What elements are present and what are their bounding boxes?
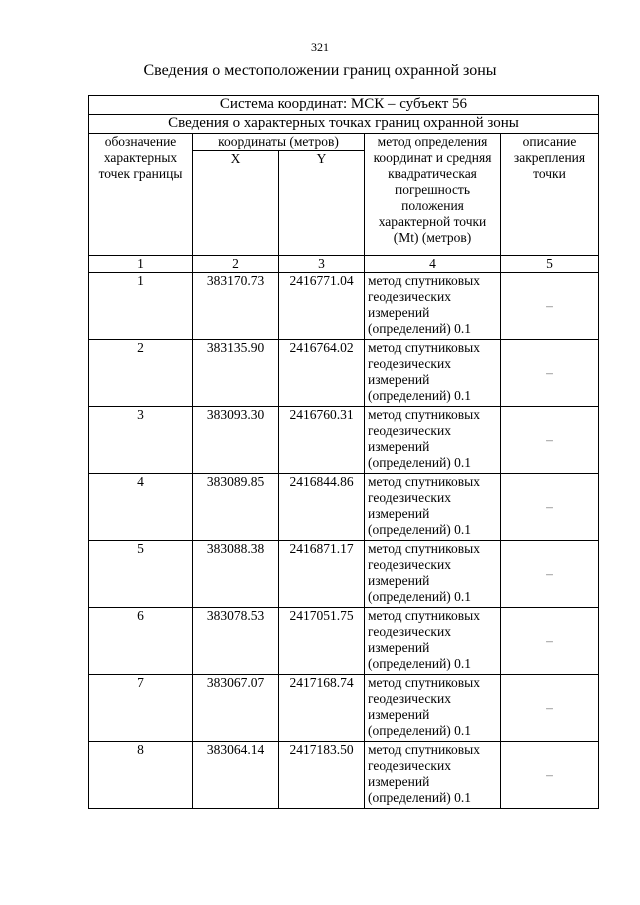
y-coordinate-cell: 2417051.75 xyxy=(279,608,365,675)
table-row xyxy=(89,541,599,608)
point-cell: 7 xyxy=(89,675,193,742)
method-cell: метод спутниковых геодезических измерений (определений) 0.1 xyxy=(365,742,501,809)
method-cell: метод спутниковых геодезических измерений (определений) 0.1 xyxy=(365,675,501,742)
description-cell: – xyxy=(501,407,599,474)
method-cell: метод спутниковых геодезических измерений (определений) 0.1 xyxy=(365,273,501,340)
column-number: 4 xyxy=(365,256,501,273)
column-number-row xyxy=(89,256,599,273)
y-coordinate-cell: 2416844.86 xyxy=(279,474,365,541)
header-row xyxy=(89,134,599,151)
point-cell: 5 xyxy=(89,541,193,608)
x-coordinate-cell: 383078.53 xyxy=(193,608,279,675)
point-cell: 3 xyxy=(89,407,193,474)
description-cell: – xyxy=(501,742,599,809)
y-coordinate-cell: 2417168.74 xyxy=(279,675,365,742)
x-coordinate-cell: 383067.07 xyxy=(193,675,279,742)
method-cell: метод спутниковых геодезических измерений (определений) 0.1 xyxy=(365,474,501,541)
x-coordinate-cell: 383135.90 xyxy=(193,340,279,407)
y-coordinate-cell: 2416764.02 xyxy=(279,340,365,407)
system-caption-row xyxy=(89,96,599,115)
method-cell: метод спутниковых геодезических измерений (определений) 0.1 xyxy=(365,407,501,474)
point-cell: 4 xyxy=(89,474,193,541)
x-coordinate-cell: 383088.38 xyxy=(193,541,279,608)
description-cell: – xyxy=(501,675,599,742)
page-title: Сведения о местоположении границ охранной зоны xyxy=(143,62,497,79)
column-number: 2 xyxy=(193,256,279,273)
table-row xyxy=(89,675,599,742)
x-coordinate-cell: 383170.73 xyxy=(193,273,279,340)
description-cell: – xyxy=(501,273,599,340)
header-coordinates: координаты (метров) xyxy=(193,134,365,151)
column-number: 3 xyxy=(279,256,365,273)
section-caption-row xyxy=(89,115,599,134)
header-point: обозначение характерных точек границы xyxy=(89,134,193,256)
header-y: Y xyxy=(279,151,365,256)
section-caption: Сведения о характерных точках границ охранной зоны xyxy=(89,115,599,134)
table-row xyxy=(89,474,599,541)
description-cell: – xyxy=(501,474,599,541)
column-number: 5 xyxy=(501,256,599,273)
y-coordinate-cell: 2416760.31 xyxy=(279,407,365,474)
table-row xyxy=(89,273,599,340)
method-cell: метод спутниковых геодезических измерений (определений) 0.1 xyxy=(365,608,501,675)
table-row xyxy=(89,742,599,809)
y-coordinate-cell: 2417183.50 xyxy=(279,742,365,809)
header-description: описание закрепления точки xyxy=(501,134,599,256)
description-cell: – xyxy=(501,541,599,608)
header-method: метод определения координат и средняя квадратическая погрешность положения характерной точки (Mt) (метров) xyxy=(365,134,501,256)
header-x: X xyxy=(193,151,279,256)
point-cell: 1 xyxy=(89,273,193,340)
x-coordinate-cell: 383093.30 xyxy=(193,407,279,474)
table-row xyxy=(89,608,599,675)
coordinates-table xyxy=(88,95,599,809)
x-coordinate-cell: 383089.85 xyxy=(193,474,279,541)
description-cell: – xyxy=(501,608,599,675)
coordinate-system-caption: Система координат: МСК – субъект 56 xyxy=(89,96,599,115)
page-number: 321 xyxy=(311,40,329,54)
method-cell: метод спутниковых геодезических измерений (определений) 0.1 xyxy=(365,541,501,608)
point-cell: 2 xyxy=(89,340,193,407)
x-coordinate-cell: 383064.14 xyxy=(193,742,279,809)
description-cell: – xyxy=(501,340,599,407)
point-cell: 6 xyxy=(89,608,193,675)
table-row xyxy=(89,407,599,474)
method-cell: метод спутниковых геодезических измерений (определений) 0.1 xyxy=(365,340,501,407)
table-row xyxy=(89,340,599,407)
column-number: 1 xyxy=(89,256,193,273)
y-coordinate-cell: 2416871.17 xyxy=(279,541,365,608)
y-coordinate-cell: 2416771.04 xyxy=(279,273,365,340)
point-cell: 8 xyxy=(89,742,193,809)
